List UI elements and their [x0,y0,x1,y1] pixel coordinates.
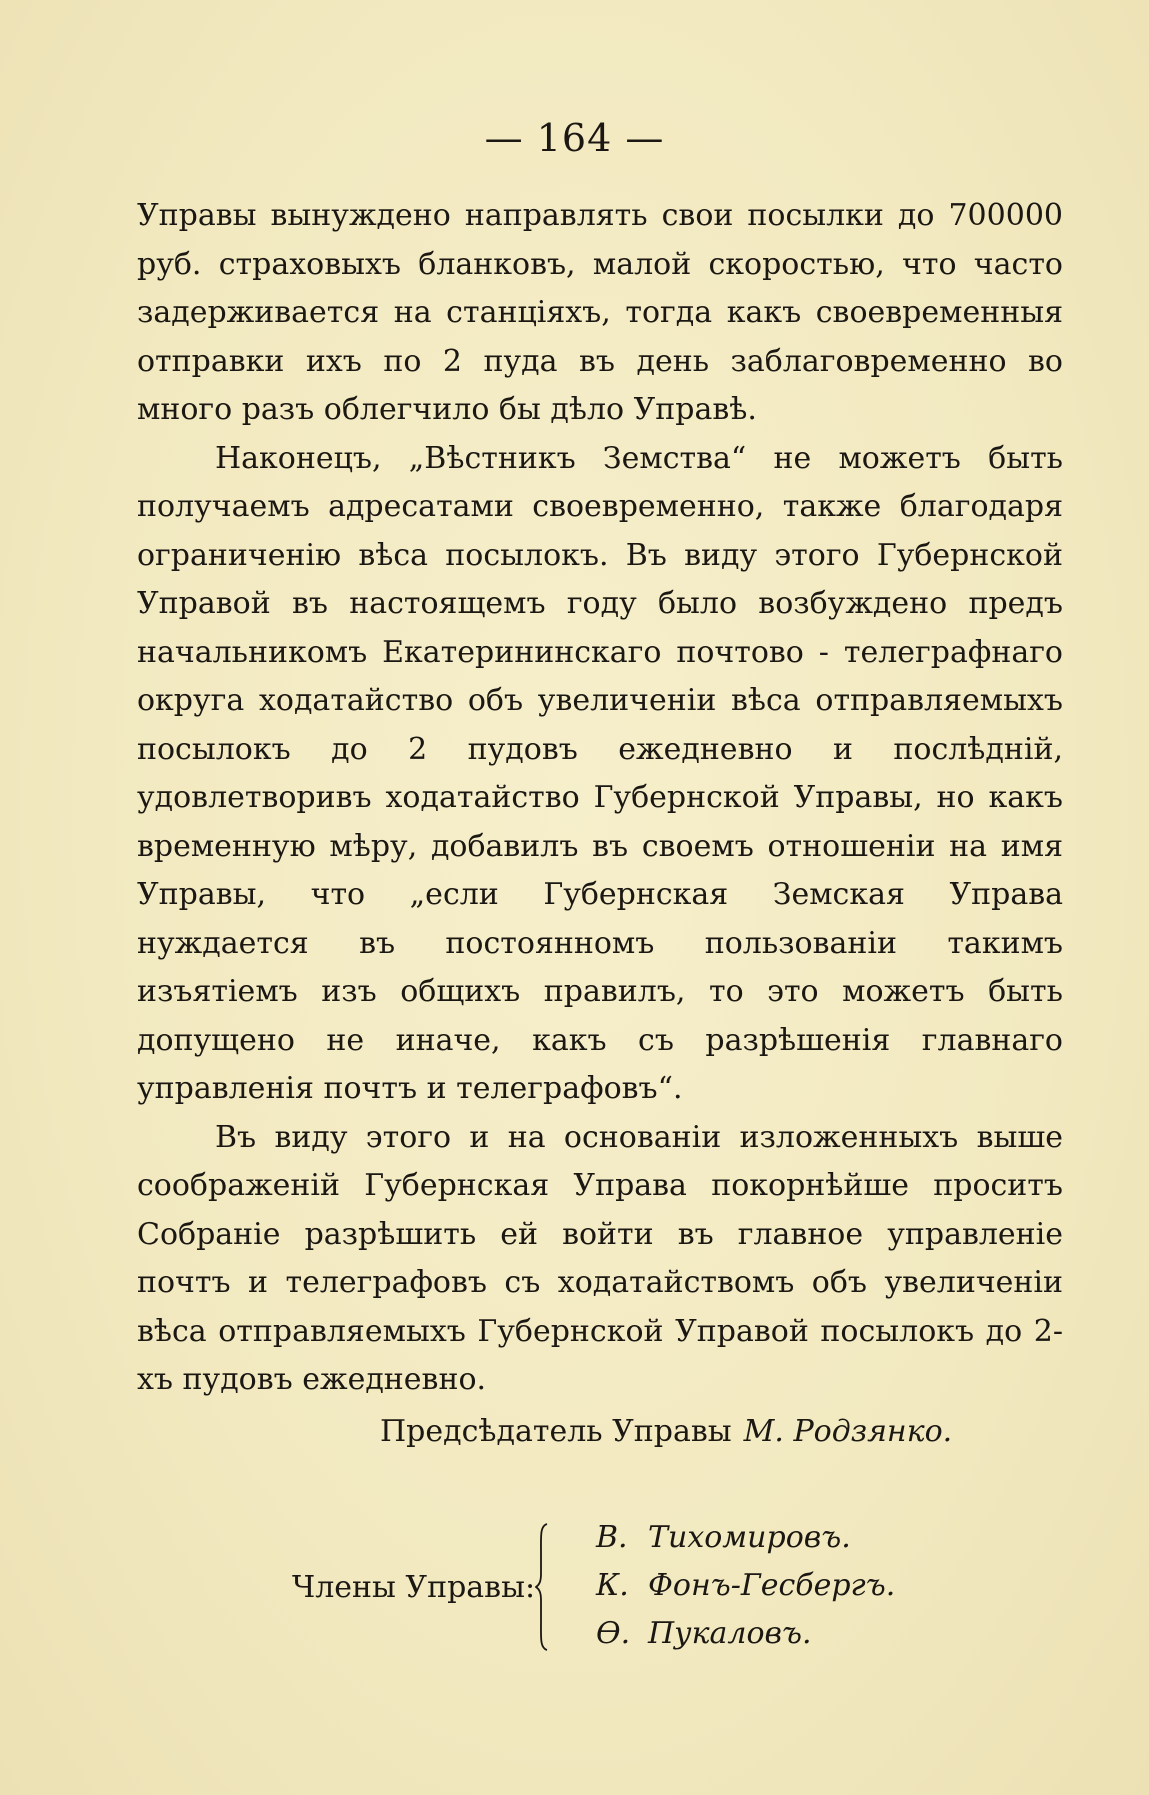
chairman-name: М. Родзянко. [743,1414,953,1449]
body-text [137,192,1063,1405]
paragraph-vestnik-zemstva: Наконецъ, „Вѣстникъ Земства“ не можетъ быть получаемъ адресатами своевременно, также благодаря ограниченію вѣса посылокъ. Въ виду этого Губернской Управой въ настоящемъ году было возбуждено предъ начальникомъ Екатерининскаго почтово - телеграфнаго округа ходатайство объ увеличеніи вѣса отправляемыхъ посылокъ до 2 пудовъ ежедневно и послѣдній, удовлетворивъ ходатайство Губернской Управы, но какъ временную мѣру, добавилъ въ своемъ отношеніи на имя Управы, что „если Губернская Земская Управа нуждается въ постоянномъ пользованіи такимъ изъятіемъ изъ общихъ правилъ, то это можетъ быть допущено не иначе, какъ съ разрѣшенія главнаго управленія почтъ и телеграфовъ“. [137,440,1063,1106]
paragraph-continuation: Управы вынуждено направлять свои посылки до 700000 руб. страховыхъ бланковъ, малой скоростью, что часто задерживается на станціяхъ, тогда какъ своевременныя отправки ихъ по 2 пуда въ день заблаговременно во много разъ облегчило бы дѣло Управѣ. [137,198,1063,427]
members-label: Члены Управы: [292,1570,536,1605]
member-surname: Тихомировъ. [648,1520,851,1555]
member-surname: Пукаловъ. [648,1616,812,1651]
paragraph-petition: Въ виду этого и на основаніи изложенныхъ выше соображеній Губернская Управа покорнѣйше проситъ Собраніе разрѣшить ей войти въ главное управленіе почтъ и телеграфовъ съ ходатайствомъ объ увеличеніи вѣса отправляемыхъ Губернской Управой посылокъ до 2-хъ пудовъ ежедневно. [137,1119,1063,1397]
member-initial: К. [596,1568,629,1603]
chairman-title: Предсѣдатель Управы [380,1414,732,1449]
member-initial: В. [596,1520,628,1555]
chairman-signature [380,1414,952,1449]
member-initial: Ѳ. [596,1616,631,1651]
page-number: — 164 — [484,116,665,160]
member-surname: Фонъ-Гесбергъ. [648,1568,896,1603]
member-item [596,1568,895,1603]
member-item [596,1616,812,1651]
member-item [596,1520,851,1555]
curly-brace-icon [535,1522,549,1652]
